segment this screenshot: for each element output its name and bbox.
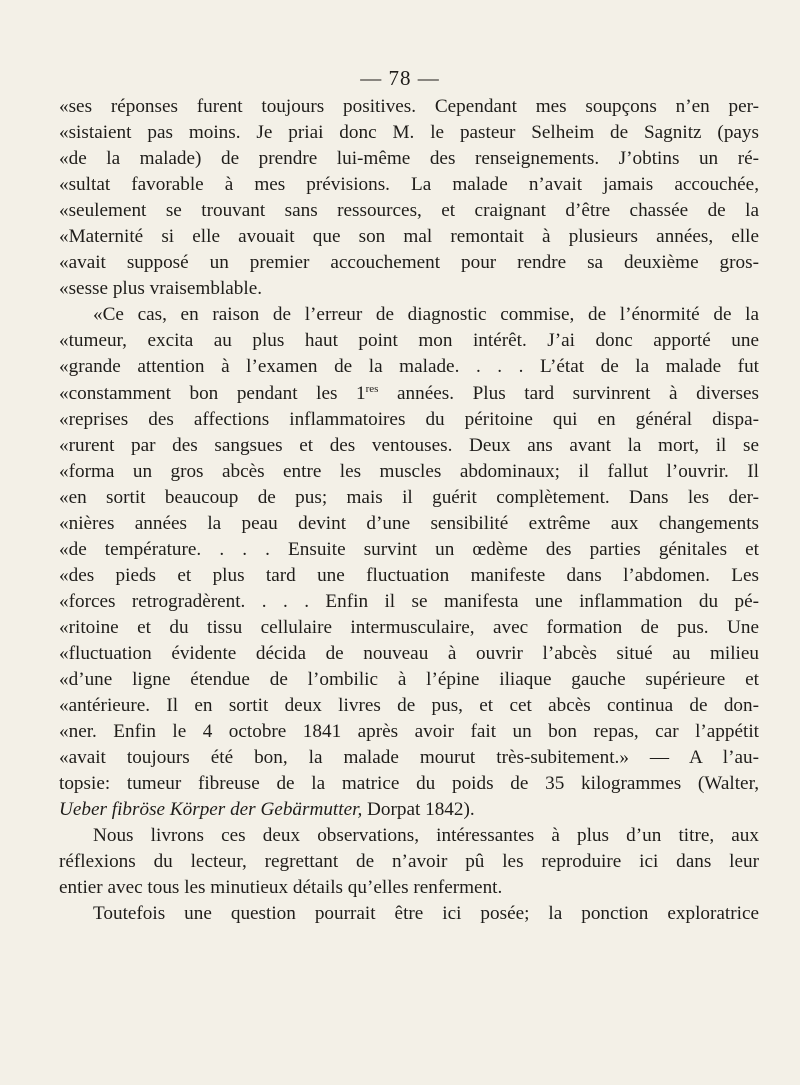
text-line: «ses réponses furent toujours positives. Cependant mes soupçons n’en per-	[59, 96, 759, 117]
text-line: «reprises des affections inflammatoires du péritoine qui en général dispa-	[59, 408, 759, 430]
text-line: «seulement se trouvant sans ressources, et craignant d’être chassée de la	[59, 200, 759, 222]
text-line-with-superscript	[59, 381, 759, 407]
text-line: «nières années la peau devint d’une sensibilité extrême aux changements	[59, 512, 759, 534]
text-fragment: «constamment bon pendant les 1	[59, 382, 366, 404]
text-line: topsie: tumeur fibreuse de la matrice du poids de 35 kilogrammes (Walter,	[59, 773, 759, 795]
text-line: Nous livrons ces deux observations, intéressantes à plus d’un titre, aux	[93, 825, 759, 847]
text-line: entier avec tous les minutieux détails qu’elles renferment.	[59, 877, 503, 899]
text-line-with-italic	[59, 797, 759, 823]
text-line: «de la malade) de prendre lui-même des renseignements. J’obtins un ré-	[59, 148, 759, 170]
text-line: «sultat favorable à mes prévisions. La malade n’avait jamais accouchée,	[59, 174, 759, 196]
text-line: «en sortit beaucoup de pus; mais il guérit complètement. Dans les der-	[59, 486, 759, 508]
text-line: «forces retrogradèrent. . . . Enfin il se manifesta une inflammation du pé-	[59, 590, 759, 612]
text-fragment: Dorpat 1842).	[362, 799, 475, 821]
text-line: «des pieds et plus tard une fluctuation manifeste dans l’abdomen. Les	[59, 564, 759, 586]
text-line: «d’une ligne étendue de l’ombilic à l’épine iliaque gauche supérieure et	[59, 669, 759, 691]
text-line: réflexions du lecteur, regrettant de n’avoir pû les reproduire ici dans leur	[59, 851, 759, 873]
text-line: «ritoine et du tissu cellulaire intermusculaire, avec formation de pus. Une	[59, 616, 759, 638]
text-line: «grande attention à l’examen de la malade. . . . L’état de la malade fut	[59, 356, 759, 378]
text-line: «avait toujours été bon, la malade mourut très-subitement.» — A l’au-	[59, 747, 759, 769]
text-line: «rurent par des sangsues et des ventouses. Deux ans avant la mort, il se	[59, 434, 759, 456]
text-line: «sistaient pas moins. Je priai donc M. le pasteur Selheim de Sagnitz (pays	[59, 122, 759, 144]
text-line: «antérieure. Il en sortit deux livres de pus, et cet abcès continua de don-	[59, 695, 759, 717]
text-line: «forma un gros abcès entre les muscles abdominaux; il fallut l’ouvrir. Il	[59, 460, 759, 482]
text-line: «Ce cas, en raison de l’erreur de diagnostic commise, de l’énormité de la	[93, 304, 759, 326]
text-line: «de température. . . . Ensuite survint un œdème des parties génitales et	[59, 538, 759, 560]
text-line: Toutefois une question pourrait être ici posée; la ponction exploratrice	[93, 903, 759, 925]
text-line: «fluctuation évidente décida de nouveau à ouvrir l’abcès situé au milieu	[59, 642, 759, 664]
page-number: — 78 —	[360, 66, 440, 90]
text-line: «tumeur, excita au plus haut point mon intérêt. J’ai donc apporté une	[59, 330, 759, 352]
text-line: «avait supposé un premier accouchement pour rendre sa deuxième gros-	[59, 252, 759, 274]
superscript: res	[365, 382, 379, 395]
body-text	[59, 94, 759, 928]
text-line: «ner. Enfin le 4 octobre 1841 après avoir fait un bon repas, car l’appétit	[59, 721, 759, 743]
text-line: «Maternité si elle avouait que son mal remontait à plusieurs années, elle	[59, 226, 759, 248]
text-fragment: années. Plus tard survinrent à diverses	[378, 382, 759, 404]
text-line: «sesse plus vraisemblable.	[59, 278, 263, 300]
italic-title: Ueber fibröse Körper der Gebärmutter,	[59, 799, 363, 821]
